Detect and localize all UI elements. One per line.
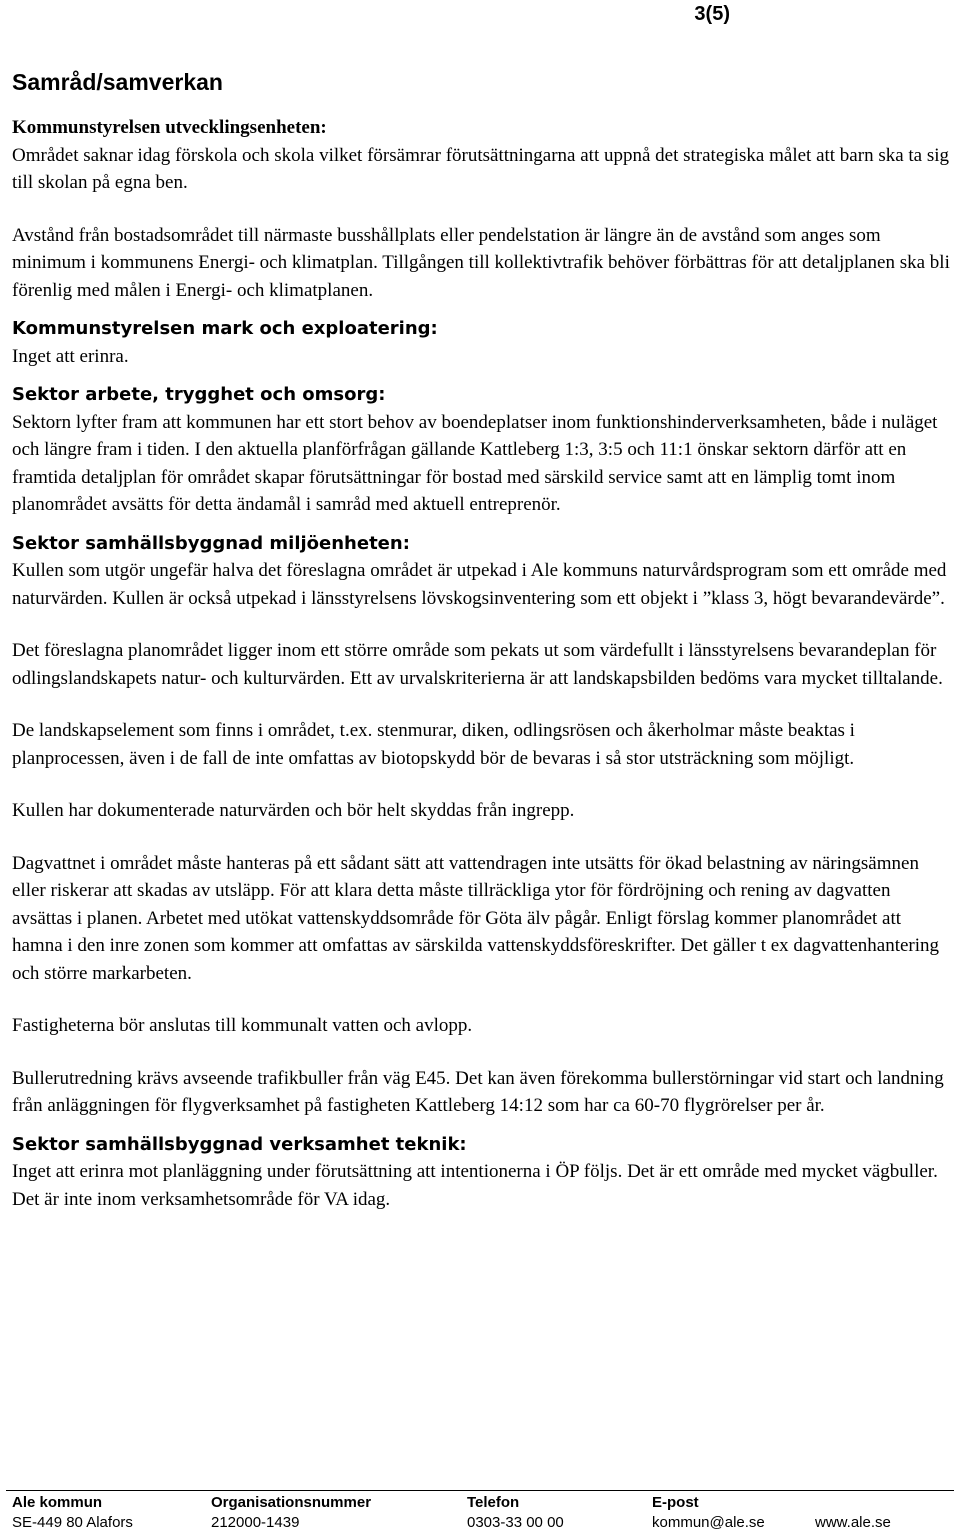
footer-phone-label: Telefon (467, 1494, 520, 1511)
heading-utvecklingsenheten: Kommunstyrelsen utvecklingsenheten: (12, 117, 327, 138)
footer-divider (6, 1490, 954, 1491)
footer-org (12, 1493, 133, 1533)
paragraph: Det föreslagna planområdet ligger inom ett större område som pekats ut som värdefullt i länsstyrelsens bevarandeplan för odlingslandskapets natur- och kulturvärden. Ett av urvalskriterierna är att landskapsbilden bedöms vara mycket tilltalande. (12, 640, 943, 689)
footer-orgnr (211, 1493, 371, 1533)
heading-verksamhet-teknik: Sektor samhällsbyggnad verksamhet teknik: (12, 1133, 467, 1155)
paragraph: Inget att erinra. (12, 345, 129, 367)
paragraph: Kullen har dokumenterade naturvärden och bör helt skyddas från ingrepp. (12, 800, 575, 821)
paragraph: De landskapselement som finns i området, t.ex. stenmurar, diken, odlingsrösen och åkerholmar måste beaktas i planprocessen, även i de fall de inte omfattas av biotopskydd bör de bevaras i så stor utsträckning som möjligt. (12, 720, 855, 769)
footer-orgnr-label: Organisationsnummer (211, 1494, 372, 1511)
paragraph: Avstånd från bostadsområdet till närmaste busshållplats eller pendelstation är längre än de avstånd som anges som minimum i kommunens Energi- och klimatplan. Tillgången till kollektivtrafik behöver förbättras för att detaljplanen ska bli förenlig med målen i Energi- och klimatplanen. (12, 224, 950, 301)
document-body (12, 114, 952, 1213)
paragraph: Inget att erinra mot planläggning under förutsättning att intentionerna i ÖP följs. Det är ett område med mycket vägbuller. Det är inte inom verksamhetsområde för VA idag. (12, 1161, 938, 1210)
footer-phone (467, 1493, 564, 1533)
paragraph: Området saknar idag förskola och skola vilket försämrar förutsättningarna att uppnå det strategiska målet att barn ska ta sig till skolan på egna ben. (12, 144, 950, 193)
heading-arbete-trygghet-omsorg: Sektor arbete, trygghet och omsorg: (12, 384, 386, 405)
paragraph: Kullen som utgör ungefär halva det föreslagna området är utpekad i Ale kommuns naturvårdsprogram som ett område med naturvärden. Kullen är också utpekad i länsstyrelsens lövskogsinventering som ett objekt i ”klass 3, högt bevarandevärde”. (12, 560, 947, 609)
footer-website[interactable]: www.ale.se (815, 1514, 891, 1531)
paragraph: Bullerutredning krävs avseende trafikbuller från väg E45. Det kan även förekomma bullerstörningar vid start och landning från anläggningen för flygverksamhet på fastigheten Kattleberg 14:12 som har ca 60-70 flygrörelser per år. (12, 1067, 944, 1116)
heading-mark-och-exploatering: Kommunstyrelsen mark och exploatering: (12, 318, 438, 339)
heading-miljoenheten: Sektor samhällsbyggnad miljöenheten: (12, 532, 410, 554)
footer-orgnr-value: 212000-1439 (211, 1514, 300, 1531)
footer-phone-value: 0303-33 00 00 (467, 1514, 564, 1531)
footer-email-value[interactable]: kommun@ale.se (652, 1514, 765, 1531)
footer-email (652, 1493, 765, 1533)
paragraph: Sektorn lyfter fram att kommunen har ett stort behov av boendeplatser inom funktionshinderverksamheten, både i nuläget och längre fram i tiden. I den aktuella planförfrågan gällande Kattleberg 1:3, 3:5 och 11:1 önskar sektorn därför att en framtida detaljplan för området skapar förutsättningar för bostad med särskild service samt att en lämplig tomt inom planområdet avsätts för detta ändamål i samråd med aktuell entreprenör. (12, 411, 938, 515)
page-number: 3(5) (694, 3, 730, 25)
paragraph: Dagvattnet i området måste hanteras på ett sådant sätt att vattendragen inte utsätts för ökad belastning av näringsämnen eller riskerar att skadas av utsläpp. För att klara detta måste tillräckliga ytor för fördröjning och rening av dagvatten avsättas i planen. Arbetet med utökat vattenskyddsområde för Göta älv pågår. Enligt förslag kommer planområdet att hamna i den inre zonen som kommer att omfattas av särskilda vattenskyddsföreskrifter. Det gäller t ex dagvattenhantering och större markarbeten. (12, 852, 940, 984)
section-title: Samråd/samverkan (12, 69, 223, 95)
footer-email-label: E-post (652, 1494, 699, 1511)
paragraph: Fastigheterna bör anslutas till kommunalt vatten och avlopp. (12, 1015, 473, 1036)
footer-address: SE-449 80 Alafors (12, 1514, 133, 1531)
footer-org-label: Ale kommun (12, 1494, 103, 1511)
